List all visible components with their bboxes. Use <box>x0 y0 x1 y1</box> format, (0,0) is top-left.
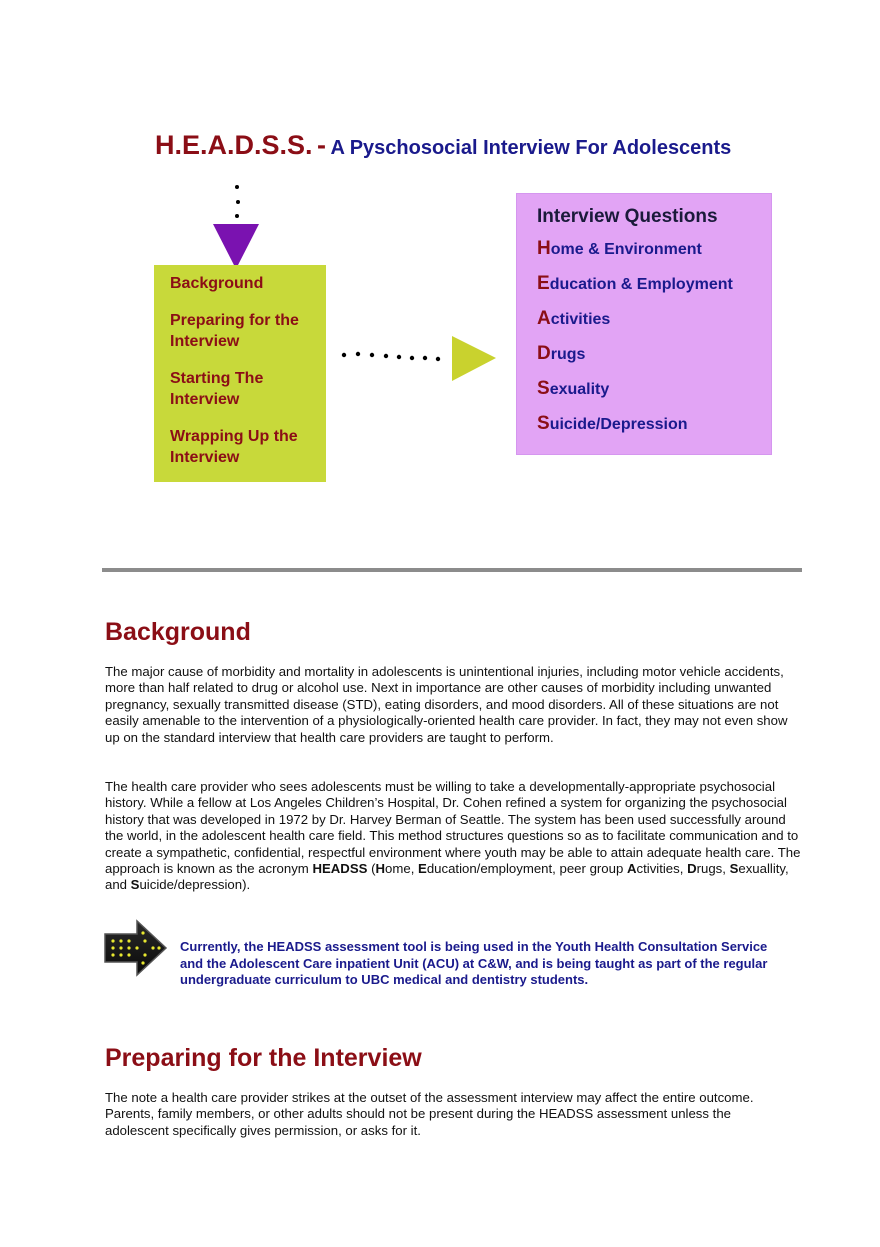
down-arrow-icon <box>205 180 267 275</box>
question-link-drugs[interactable]: Drugs <box>537 343 586 364</box>
title-dash: - <box>316 130 326 160</box>
lit-arrow-icon <box>101 918 169 978</box>
question-link-sexuality[interactable]: Sexuality <box>537 378 610 399</box>
page-title <box>155 130 731 161</box>
interview-questions-box <box>516 193 772 455</box>
preparing-paragraph-1: The note a health care provider strikes at the outset of the assessment interview may affect the entire outcome. Parents, family members, or other adults should not be present during the HEADSS assessment unless the adolescent specifically gives permission, or asks for it. <box>105 1090 754 1138</box>
background-heading: Background <box>105 618 251 646</box>
background-paragraph-1: The major cause of morbidity and mortality in adolescents is unintentional injuries, including motor vehicle accidents, more than half related to drug or alcohol use. Next in importance are other causes of morbidity including unwanted pregnancy, sexually transmitted disease (STD), eating disorders, and mood disorders. All of these situations are not easily amenable to the intervention of a physiologically-oriented health care provider. In fact, they may not even show up on the standard interview that health care providers are taught to perform. <box>105 664 788 745</box>
question-link-suicide[interactable]: Suicide/Depression <box>537 413 688 434</box>
nav-link-starting[interactable]: Starting The Interview <box>170 370 264 408</box>
nav-link-preparing[interactable]: Preparing for the Interview <box>170 312 299 350</box>
nav-link-wrapping-up[interactable]: Wrapping Up the Interview <box>170 428 298 466</box>
right-arrow-icon <box>336 333 500 385</box>
section-divider <box>102 568 802 572</box>
section-nav-box <box>154 265 326 482</box>
background-paragraph-2: The health care provider who sees adolescents must be willing to take a developmentally-appropriate psychosocial history. While a fellow at Los Angeles Children’s Hospital, Dr. Cohen refined a system for organizing the psychosocial history that was developed in 1972 by Dr. Harvey Berman of Seattle. The system has been used successfully around the world, in the adolescent health care field. This method structures questions so as to facilitate communication and to create a sympathetic, confidential, respectful environment where youth may be able to attain adequate health care. The approach is known as the acronym HEADSS (Home, Education/employment, peer group Activities, Drugs, Sexuallity, and Suicide/depression). <box>105 779 801 893</box>
title-subtitle: A Pyschosocial Interview For Adolescents <box>330 137 732 159</box>
preparing-heading: Preparing for the Interview <box>105 1044 422 1072</box>
question-link-education[interactable]: Education & Employment <box>537 273 733 294</box>
nav-link-background[interactable]: Background <box>170 275 264 292</box>
title-acronym: H.E.A.D.S.S. <box>155 130 313 160</box>
question-link-activities[interactable]: Activities <box>537 308 611 329</box>
callout-note: Currently, the HEADSS assessment tool is being used in the Youth Health Consultation Service and the Adolescent Care inpatient Unit (ACU) at C&W, and is being taught as part of the regular undergraduate curriculum to UBC medical and dentistry students. <box>180 939 768 987</box>
question-link-home[interactable]: Home & Environment <box>537 238 702 259</box>
interview-questions-heading: Interview Questions <box>537 206 718 227</box>
